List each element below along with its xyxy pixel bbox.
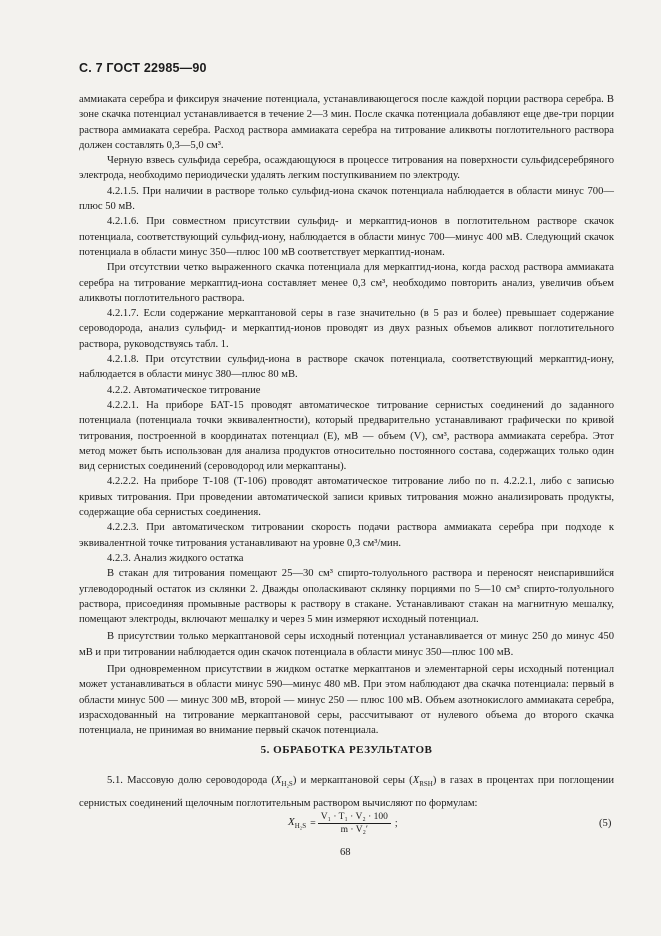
formula-lhs: $X_{H_2S}$ [288, 816, 307, 831]
paragraph: аммиаката серебра и фиксируя значение потенциала, устанавливающегося после каждой порции раствора серебра. В зоне скачка потенциал устанавливается в течение 2—3 мин. После скачка потенциала добавляют еще две-три порции раствора аммиаката серебра. Расход раствора аммиаката серебра на титрование аликвоты поглотительного раствора должен составлять 0,3—5,0 см³. [79, 94, 614, 151]
formula-5 [288, 812, 398, 835]
paragraph: 4.2.1.5. При наличии в растворе только сульфид-иона скачок потенциала наблюдается в области минус 700—плюс 50 мВ. [79, 185, 614, 213]
paragraph: 4.2.1.8. При отсутствии сульфид-иона в растворе скачок потенциала, соответствующий меркаптид-иону, наблюдается в области минус 380—плюс 80 мВ. [79, 354, 614, 381]
formula-semicolon: ; [394, 818, 398, 829]
paragraph: 4.2.2.1. На приборе БАТ-15 проводят автоматическое титрование сернистых соединений до заданного потенциала (потенциала точки эквивалентности), который предварительно устанавливают графически по кривой титрования, построенной в координатах потенциал (E), мВ — объем (V), см³, раствора аммиаката серебра. Этот метод может быть использован для анализа продуктов относительно постоянного состава, содержащих только один вид сернистых соединений (сероводород или меркаптаны). [79, 399, 614, 473]
paragraph: В стакан для титрования помещают 25—30 см³ спирто-толуольного раствора и переносят неиспарившийся углеводородный остаток из склянки 2. Дважды ополаскивают склянку порциями по 5—10 см³ спирто-толуольного раствора, присоединяя промывные растворы к раствору в стакане. Устанавливают стакан на магнитную мешалку, помещают электроды, включают мешалку и через 5 мин измеряют исходный потенциал. [79, 568, 614, 626]
equation-number: (5) [599, 818, 612, 829]
paragraph: 4.2.2.3. При автоматическом титровании скорость подачи раствора аммиаката серебра при подходе к эквивалентной точке титрования устанавливают на уровне 0,3 см³/мин. [79, 522, 614, 549]
paragraph: 4.2.3. Анализ жидкого остатка [107, 552, 244, 564]
formula-fraction [318, 812, 391, 835]
paragraph: 4.2.2. Автоматическое титрование [107, 384, 261, 396]
formula-denominator: m · V₂′ [340, 825, 369, 835]
paragraph: При отсутствии четко выраженного скачка потенциала для меркаптид-иона, когда расход раствора аммиаката серебра на титрование меркаптид-иона составляет менее 0,3 см³, необходимо повторить анализ, увеличив объем аликвоты поглотительного раствора. [79, 262, 614, 304]
paragraph: 4.2.1.6. При совместном присутствии сульфид- и меркаптид-ионов в поглотительном растворе скачок потенциала, соответствующий сульфид-иону, наблюдается в области минус 700—минус 400 мВ. Следующий скачок потенциала в области минус 350—плюс 100 мВ соответствует меркаптид-ионам. [79, 216, 614, 258]
paragraph: При одновременном присутствии в жидком остатке меркаптанов и элементарной серы исходный потенциал может устанавливаться в области минус 590—минус 480 мВ. При этом наблюдают два скачка потенциала: первый в области минус 500 — минус 300 мВ, второй — минус 250 — плюс 100 мВ. Объем азотнокислого аммиаката серебра, израсходованный на титрование меркаптановой серы, рассчитывают от нулевого объема до второго скачка потенциала, не принимая во внимание первый скачок потенциала. [79, 663, 614, 737]
paragraph: 4.2.2.2. На приборе Т-108 (Т-106) проводят автоматическое титрование либо по п. 4.2.2.1, либо с записью кривых титрования. При проведении автоматической записи кривых титрования можно анализировать продукты, содержащие оба сернистых соединения. [79, 476, 614, 519]
paragraph: В присутствии только меркаптановой серы исходный потенциал устанавливается от минус 250 до минус 450 мВ и при титровании наблюдается один скачок потенциала в области минус 350—плюс 100 мВ. [79, 631, 614, 658]
paragraph-5-1: 5.1. Массовую долю сероводорода $(X_{H_2S})$ и меркаптановой серы $(X_{RSH})$ в газах в процентах при поглощении сернистых соединений щелочным поглотительным раствором вычисляют по формулам: [79, 775, 614, 810]
paragraph: 4.2.1.7. Если содержание меркаптановой серы в газе значительно (в 5 раз и более) превышает содержание сероводорода, анализ сульфид- и меркаптид-ионов проводят из двух разных объемов аликвот поглотительного раствора, руководствуясь табл. 1. [79, 308, 614, 350]
section-title: 5. ОБРАБОТКА РЕЗУЛЬТАТОВ [260, 744, 433, 756]
paragraph: Черную взвесь сульфида серебра, осаждающуюся в процессе титрования на поверхности сульфидсеребряного электрода, необходимо периодически удалять легким поступкиванием по электроду. [79, 155, 614, 182]
body-text [79, 92, 614, 738]
page-number: 68 [340, 847, 351, 858]
formula-equals: = [310, 818, 316, 829]
formula-intro [79, 771, 614, 813]
page-header: С. 7 ГОСТ 22985—90 [79, 61, 207, 75]
formula-numerator: V₁ · T₁ · V₂ · 100 [318, 812, 391, 824]
